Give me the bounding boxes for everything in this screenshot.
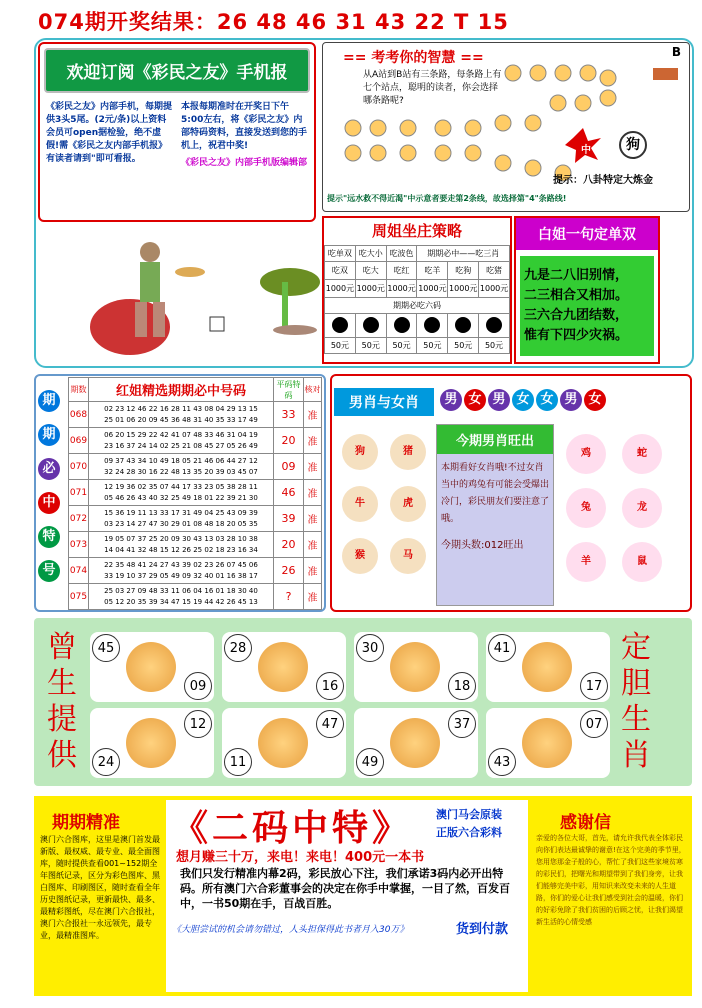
card-number-top: 47 bbox=[316, 710, 344, 738]
numbers-line: 05 46 26 43 40 32 25 49 18 01 22 39 21 30 bbox=[104, 493, 258, 502]
title-char: 肖 bbox=[621, 738, 651, 773]
aunt-bai-box bbox=[514, 216, 660, 364]
zodiac-male: 马 bbox=[390, 538, 426, 574]
card-number-bottom: 18 bbox=[448, 672, 476, 700]
title-char: 提 bbox=[47, 702, 77, 737]
code-cell: 09 bbox=[274, 454, 304, 480]
check-cell: 准 bbox=[304, 584, 322, 610]
hong-table bbox=[68, 377, 322, 610]
poem-line: 三六合九团结数， bbox=[524, 308, 629, 323]
zodiac-card bbox=[486, 708, 610, 778]
card-number-bottom: 11 bbox=[224, 748, 252, 776]
cell: 50元 bbox=[448, 338, 479, 354]
card-number-bottom: 43 bbox=[488, 748, 516, 776]
card-number-top: 07 bbox=[580, 710, 608, 738]
gender-pill: 男 bbox=[560, 389, 582, 411]
code-cell: 26 bbox=[274, 558, 304, 584]
cell: 期期必吃六码 bbox=[325, 298, 510, 314]
left-text: 澳门六合图库，这里是澳门首发最新版、最权威、最专业、最全面图库，随时提供查看001~152期全年图纸记录，区分为彩色图库、黑白图库、印刷图区，随时查看全年历史图纸记录，更新最快、最多、最精彩图纸，尽在澳门六合报社，澳门六合报社一永远领先，最专业，最精准图库。 bbox=[40, 835, 160, 940]
zodiac-female: 龙 bbox=[622, 488, 662, 528]
table-row bbox=[69, 506, 322, 532]
quiz-star-label: 中 bbox=[581, 145, 591, 156]
cell: 50元 bbox=[479, 338, 510, 354]
numbers-line: 32 24 28 30 16 22 48 13 35 20 39 03 45 07 bbox=[104, 467, 258, 476]
male-zodiac-list bbox=[338, 420, 434, 584]
cell: 吃大 bbox=[355, 262, 386, 280]
zodiac-animal-icon bbox=[258, 718, 308, 768]
cell: 吃波色 bbox=[386, 246, 417, 262]
subscribe-col1: 《彩民之友》内部手机，每期提供3头5尾。(2元/条)以上资料会员可open据检验，绝不虚假!需《彩民之友内部手机报》有读者请到"即可看报。 bbox=[46, 102, 173, 164]
aunt-zhou-box bbox=[322, 216, 512, 364]
left-vertical-title bbox=[42, 630, 82, 774]
check-cell: 准 bbox=[304, 480, 322, 506]
center-side1: 澳门马会原装 bbox=[436, 808, 502, 821]
numbers-cell bbox=[89, 584, 274, 610]
zodiac-male: 虎 bbox=[390, 486, 426, 522]
zodiac-female: 兔 bbox=[566, 488, 606, 528]
zodiac-male: 猴 bbox=[342, 538, 378, 574]
numbers-cell bbox=[89, 558, 274, 584]
numbers-line: 25 03 27 09 48 33 11 06 04 16 01 18 30 40 bbox=[104, 586, 258, 595]
numbers-cell bbox=[89, 454, 274, 480]
card-number-bottom: 09 bbox=[184, 672, 212, 700]
quiz-text: 从A站到B站有三条路，每条路上有七个站点，聪明的读者，你会选择哪条路呢? bbox=[363, 70, 502, 106]
zodiac-card bbox=[90, 708, 214, 778]
card-number-top: 28 bbox=[224, 634, 252, 662]
female-zodiac-list bbox=[560, 420, 686, 584]
zodiac-female: 羊 bbox=[566, 542, 606, 582]
right-title: 感谢信 bbox=[560, 813, 611, 833]
gender-pills bbox=[440, 388, 608, 411]
center-side2: 正版六合彩料 bbox=[436, 826, 502, 839]
cell: 50元 bbox=[417, 338, 448, 354]
today-text: 本期看好女肖哦!不过女肖当中的鸡兔有可能会受爆出冷门，彩民朋友们要注意了哦。 bbox=[441, 463, 550, 524]
zodiac-male: 狗 bbox=[342, 434, 378, 470]
cell: 1000元 bbox=[386, 280, 417, 298]
zodiac-card bbox=[486, 632, 610, 702]
vertical-char: 中 bbox=[38, 492, 60, 514]
numbers-line: 15 36 19 11 13 33 17 31 49 04 25 43 09 39 bbox=[104, 508, 258, 517]
zodiac-female: 鸡 bbox=[566, 434, 606, 474]
numbers-line: 33 19 10 37 29 05 49 09 32 40 01 16 38 17 bbox=[104, 571, 258, 580]
numbers-cell bbox=[89, 402, 274, 428]
numbers-line: 02 23 12 46 22 16 28 11 43 08 04 29 13 15 bbox=[104, 404, 258, 413]
numbers-line: 19 05 07 37 25 20 09 30 43 13 03 28 10 38 bbox=[104, 534, 258, 543]
gender-pill: 男 bbox=[488, 389, 510, 411]
zodiac-animal-icon bbox=[390, 718, 440, 768]
subscribe-col2: 本报每期准时在开奖日下午5:00左右，将《彩民之友》内部特码资料，直接发送到您的手机上，祝君中奖! bbox=[181, 102, 308, 151]
subscribe-title: 欢迎订阅《彩民之友》手机报 bbox=[44, 48, 310, 93]
quiz-corner-label: B bbox=[671, 45, 681, 59]
card-number-bottom: 24 bbox=[92, 748, 120, 776]
code-cell: 20 bbox=[274, 532, 304, 558]
zodiac-card bbox=[222, 708, 346, 778]
poem-line: 九是二八旧别情， bbox=[524, 268, 629, 283]
card-number-top: 12 bbox=[184, 710, 212, 738]
table-row bbox=[69, 532, 322, 558]
numbers-line: 03 23 14 27 47 30 29 01 08 48 18 20 05 35 bbox=[104, 519, 258, 528]
aunt-zhou-title: 周姐坐庄策略 bbox=[371, 222, 462, 240]
quiz-hint: 提示：八卦特定大炼金 bbox=[553, 175, 653, 186]
numbers-line: 23 16 37 24 14 02 25 21 08 45 27 05 26 49 bbox=[104, 441, 258, 450]
code-cell: 46 bbox=[274, 480, 304, 506]
check-cell: 准 bbox=[304, 506, 322, 532]
gender-pill: 女 bbox=[464, 389, 486, 411]
zodiac-male: 牛 bbox=[342, 486, 378, 522]
numbers-line: 25 01 06 20 09 45 36 48 31 40 35 33 17 49 bbox=[104, 415, 258, 424]
zodiac-card bbox=[222, 632, 346, 702]
center-footer: 《大胆尝试的机会请勿错过，人头担保得此书者月入30万》 bbox=[172, 925, 409, 935]
code-cell: ? bbox=[274, 584, 304, 610]
ball bbox=[325, 314, 356, 338]
numbers-line: 05 12 20 35 39 34 47 15 19 44 42 26 45 13 bbox=[104, 597, 258, 606]
table-row bbox=[69, 558, 322, 584]
center-title: 《二码中特》 bbox=[172, 808, 413, 849]
left-title: 期期精准 bbox=[52, 813, 120, 833]
card-number-top: 41 bbox=[488, 634, 516, 662]
numbers-cell bbox=[89, 480, 274, 506]
cell: 吃双 bbox=[325, 262, 356, 280]
gender-title: 男肖与女肖 bbox=[334, 388, 434, 416]
check-cell: 准 bbox=[304, 558, 322, 584]
ball bbox=[355, 314, 386, 338]
numbers-cell bbox=[89, 506, 274, 532]
zodiac-animal-icon bbox=[126, 718, 176, 768]
gender-pill: 女 bbox=[536, 389, 558, 411]
col-check: 核对 bbox=[304, 378, 322, 402]
gender-pill: 男 bbox=[440, 389, 462, 411]
cell: 吃红 bbox=[386, 262, 417, 280]
table-row bbox=[69, 480, 322, 506]
table-row bbox=[69, 428, 322, 454]
title-char: 定 bbox=[621, 630, 651, 665]
zodiac-animal-icon bbox=[390, 642, 440, 692]
table-row bbox=[69, 454, 322, 480]
quiz-hint-circle: 狗 bbox=[619, 131, 647, 159]
center-pay: 货到付款 bbox=[456, 922, 509, 937]
card-number-top: 45 bbox=[92, 634, 120, 662]
issue-cell: 072 bbox=[69, 506, 89, 532]
cell: 吃大小 bbox=[355, 246, 386, 262]
cell: 1000元 bbox=[355, 280, 386, 298]
poem-line: 二三相合又相加。 bbox=[524, 288, 629, 303]
cell: 吃猪 bbox=[479, 262, 510, 280]
zodiac-animal-icon bbox=[522, 718, 572, 768]
cell: 吃羊 bbox=[417, 262, 448, 280]
ball bbox=[448, 314, 479, 338]
today-head: 今期头数:012旺出 bbox=[441, 540, 524, 551]
code-cell: 39 bbox=[274, 506, 304, 532]
cell: 50元 bbox=[325, 338, 356, 354]
issue-cell: 070 bbox=[69, 454, 89, 480]
title-char: 供 bbox=[47, 738, 77, 773]
issue-cell: 075 bbox=[69, 584, 89, 610]
col-numbers: 红姐精选期期必中号码 bbox=[89, 378, 274, 402]
check-cell: 准 bbox=[304, 428, 322, 454]
numbers-line: 14 04 41 32 48 15 12 26 25 02 18 23 16 34 bbox=[104, 545, 258, 554]
farmer-illustration bbox=[60, 232, 320, 356]
subscribe-col2b: 《彩民之友》内部手机版编辑部 bbox=[181, 158, 308, 168]
gender-pill: 女 bbox=[584, 389, 606, 411]
check-cell: 准 bbox=[304, 402, 322, 428]
col-issue: 期数 bbox=[69, 378, 89, 402]
poem-line: 惟有下四少灾祸。 bbox=[524, 328, 629, 343]
check-cell: 准 bbox=[304, 454, 322, 480]
cell: 50元 bbox=[355, 338, 386, 354]
subscribe-box bbox=[38, 42, 316, 222]
center-sub: 想月赚三十万，来电！来电！400元一本书 bbox=[176, 850, 425, 865]
code-cell: 20 bbox=[274, 428, 304, 454]
center-text: 我们只发行精准内幕2码，彩民放心下注，我们承诺3码内必开出特码。所有澳门六合彩董事会的决定在你手中掌握，一目了然，百发百中，一书50期在手，百战百胜。 bbox=[180, 867, 510, 910]
title-char: 生 bbox=[47, 666, 77, 701]
issue-cell: 071 bbox=[69, 480, 89, 506]
cell: 吃狗 bbox=[448, 262, 479, 280]
card-number-top: 37 bbox=[448, 710, 476, 738]
title-char: 生 bbox=[621, 702, 651, 737]
card-number-bottom: 49 bbox=[356, 748, 384, 776]
today-box bbox=[436, 424, 554, 606]
zodiac-animal-icon bbox=[522, 642, 572, 692]
zodiac-card bbox=[90, 632, 214, 702]
numbers-cell bbox=[89, 428, 274, 454]
vertical-char: 期 bbox=[38, 390, 60, 412]
zodiac-animal-icon bbox=[126, 642, 176, 692]
issue-cell: 074 bbox=[69, 558, 89, 584]
col-code: 平码特码 bbox=[274, 378, 304, 402]
vertical-char: 特 bbox=[38, 526, 60, 548]
zodiac-animal-icon bbox=[258, 642, 308, 692]
numbers-line: 09 37 43 34 10 49 18 05 21 46 06 44 27 12 bbox=[104, 456, 258, 465]
vertical-char: 必 bbox=[38, 458, 60, 480]
zodiac-male: 猪 bbox=[390, 434, 426, 470]
ball bbox=[417, 314, 448, 338]
code-cell: 33 bbox=[274, 402, 304, 428]
aunt-zhou-table bbox=[324, 245, 510, 354]
issue-cell: 068 bbox=[69, 402, 89, 428]
quiz-box bbox=[322, 42, 690, 212]
numbers-cell bbox=[89, 532, 274, 558]
zodiac-female: 鼠 bbox=[622, 542, 662, 582]
aunt-bai-poem bbox=[520, 256, 654, 356]
vertical-char: 期 bbox=[38, 424, 60, 446]
results-header: 074期开奖结果：26 48 46 31 43 22 T 15 bbox=[0, 0, 702, 40]
vertical-char: 号 bbox=[38, 560, 60, 582]
ball bbox=[386, 314, 417, 338]
quiz-footer: 提示"远水救不得近渴"中示意者要走第2条线，故选择第"4"条路线! bbox=[327, 194, 567, 203]
title-char: 曾 bbox=[47, 630, 77, 665]
cell: 50元 bbox=[386, 338, 417, 354]
ball bbox=[479, 314, 510, 338]
numbers-line: 06 20 15 29 22 42 41 07 48 33 46 31 04 19 bbox=[104, 430, 258, 439]
zodiac-card bbox=[354, 632, 478, 702]
issue-cell: 069 bbox=[69, 428, 89, 454]
check-cell: 准 bbox=[304, 532, 322, 558]
cell: 吃单双 bbox=[325, 246, 356, 262]
zodiac-female: 蛇 bbox=[622, 434, 662, 474]
zodiac-card bbox=[354, 708, 478, 778]
gender-pill: 女 bbox=[512, 389, 534, 411]
right-text: 亲爱的各位大哥，首先，请允许我代表全体彩民向你们表达最诚挚的谢意!在这个完美的季节里，您用您那金子般的心，帮忙了我们这些家境贫寒的彩民们，把曙光和期望带到了我们身旁，让我们能够完美中彩，用知识来改变未来的人生道路，你们的爱心让我们感受到社会的温暖，你们的好彩免除了我们贫困的后顾之忧，让我们渴望新生活的心情受感 bbox=[536, 834, 686, 926]
quiz-title: == 考考你的智慧 == bbox=[343, 50, 484, 66]
numbers-line: 22 35 48 41 24 27 43 39 02 23 26 07 45 06 bbox=[104, 560, 258, 569]
today-title: 今期男肖旺出 bbox=[437, 425, 553, 454]
card-number-bottom: 17 bbox=[580, 672, 608, 700]
right-vertical-title bbox=[616, 630, 656, 774]
cell: 1000元 bbox=[325, 280, 356, 298]
numbers-line: 12 19 36 02 35 07 44 17 33 23 05 38 28 11 bbox=[104, 482, 258, 491]
cell: 期期必中——吃三肖 bbox=[417, 246, 510, 262]
cell: 1000元 bbox=[479, 280, 510, 298]
table-row bbox=[69, 584, 322, 610]
table-row bbox=[69, 402, 322, 428]
card-number-top: 30 bbox=[356, 634, 384, 662]
cell: 1000元 bbox=[448, 280, 479, 298]
issue-cell: 073 bbox=[69, 532, 89, 558]
cell: 1000元 bbox=[417, 280, 448, 298]
title-char: 胆 bbox=[621, 666, 651, 701]
aunt-bai-title: 白姐一句定单双 bbox=[516, 218, 658, 250]
card-number-bottom: 16 bbox=[316, 672, 344, 700]
